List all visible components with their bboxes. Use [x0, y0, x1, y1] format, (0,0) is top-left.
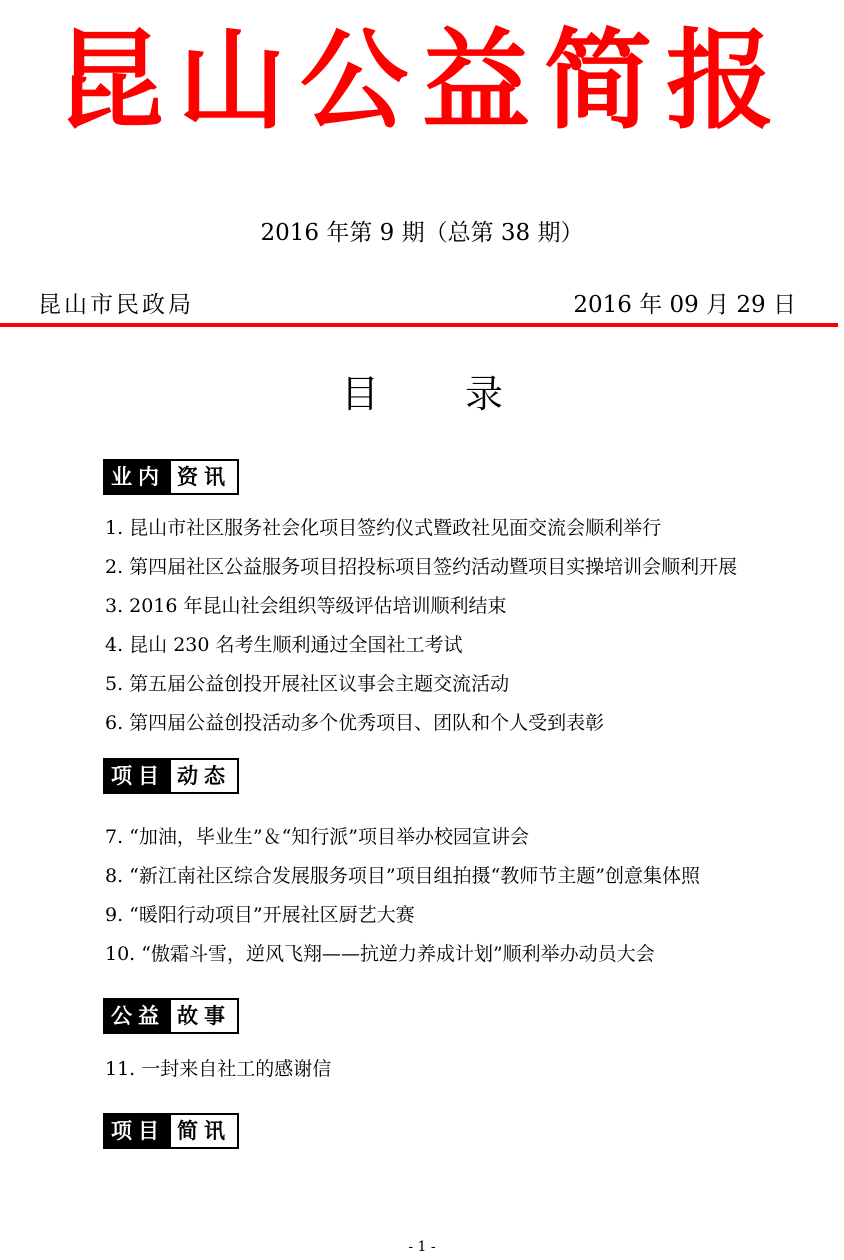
section-label-project-updates — [103, 758, 239, 794]
toc-item[interactable]: 5. 第五届公益创投开展社区议事会主题交流活动 — [105, 673, 510, 695]
toc-item[interactable]: 10. “傲霜斗雪，逆风飞翔——抗逆力养成计划”顺利举办动员大会 — [105, 943, 655, 965]
issue-number: 2016 年第 9 期（总第 38 期） — [260, 220, 584, 246]
toc-item[interactable]: 3. 2016 年昆山社会组织等级评估培训顺利结束 — [105, 595, 507, 617]
publisher: 昆山市民政局 — [38, 292, 194, 318]
section-label-charity-stories — [103, 998, 239, 1034]
toc-title-char-2: 录 — [465, 372, 504, 416]
masthead-title: 昆山公益简报 — [55, 19, 788, 144]
toc-title — [0, 370, 844, 418]
section-label-dark: 业内 — [105, 461, 171, 493]
publish-date: 2016 年 09 月 29 日 — [573, 292, 796, 318]
toc-item[interactable]: 8. “新江南社区综合发展服务项目”项目组拍摄“教师节主题”创意集体照 — [105, 865, 701, 887]
section-label-industry-news — [103, 459, 239, 495]
toc-item[interactable]: 9. “暖阳行动项目”开展社区厨艺大赛 — [105, 904, 415, 926]
section-label-light: 故事 — [171, 1000, 237, 1032]
section-label-light: 简讯 — [171, 1115, 237, 1147]
red-divider — [0, 323, 838, 327]
section-label-project-briefs — [103, 1113, 239, 1149]
toc-item[interactable]: 7. “加油，毕业生”＆“知行派”项目举办校园宣讲会 — [105, 826, 530, 848]
page-number: - 1 - — [408, 1239, 436, 1255]
section-label-dark: 公益 — [105, 1000, 171, 1032]
toc-item[interactable]: 2. 第四届社区公益服务项目招投标项目签约活动暨项目实操培训会顺利开展 — [105, 556, 738, 578]
toc-item[interactable]: 11. 一封来自社工的感谢信 — [105, 1058, 332, 1080]
toc-item[interactable]: 6. 第四届公益创投活动多个优秀项目、团队和个人受到表彰 — [105, 712, 605, 734]
toc-item[interactable]: 4. 昆山 230 名考生顺利通过全国社工考试 — [105, 634, 463, 656]
toc-item[interactable]: 1. 昆山市社区服务社会化项目签约仪式暨政社见面交流会顺利举行 — [105, 517, 662, 539]
toc-title-char-1: 目 — [340, 372, 379, 416]
section-label-light: 动态 — [171, 760, 237, 792]
section-label-light: 资讯 — [171, 461, 237, 493]
section-label-dark: 项目 — [105, 760, 171, 792]
section-label-dark: 项目 — [105, 1115, 171, 1147]
